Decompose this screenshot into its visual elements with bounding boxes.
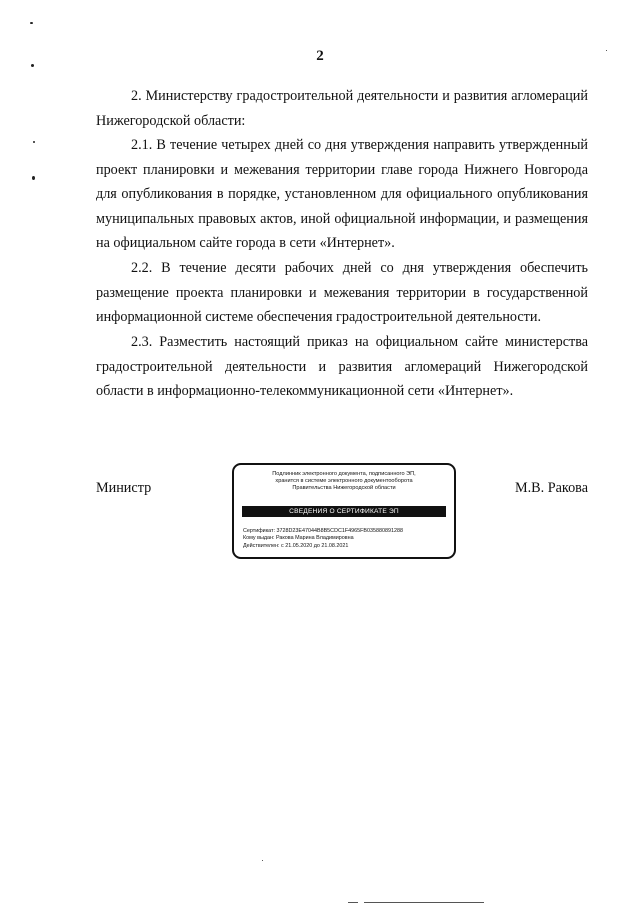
page-number: 2 [316,48,324,64]
stamp-certificate-details [243,528,403,550]
stamp-header-line: Правительства Нижегородской области [292,485,396,492]
signatory-position: Министр [96,480,152,496]
footer-rule [364,902,484,903]
scan-speck [606,50,607,51]
scan-speck [31,64,34,67]
stamp-header-line: хранится в системе электронного документооборота [275,478,413,485]
stamp-title-bar: СВЕДЕНИЯ О СЕРТИФИКАТЕ ЭП [242,506,446,517]
signatory-name: М.В. Ракова [515,480,588,496]
scan-speck [262,860,263,861]
certificate-owner: Кому выдан: Ракова Марина Владимировна [243,535,354,542]
scan-speck [33,141,35,143]
electronic-signature-stamp [232,463,456,559]
footer-rule [348,902,358,903]
certificate-validity: Действителен: с 21.05.2020 до 21.08.2021 [243,542,349,549]
stamp-header-line: Подлинник электронного документа, подписанного ЭП, [272,471,416,477]
paragraph-item-2: 2. Министерству градостроительной деятельности и развития агломераций Нижегородской области: [96,88,588,129]
paragraph-item-2-2: 2.2. В течение десяти рабочих дней со дня утверждения обеспечить размещение проекта планировки и межевания территории в государственной информационной системе обеспечения градостроительной деятельности. [96,260,588,326]
stamp-header [234,471,454,493]
scan-speck [32,176,35,180]
paragraph-item-2-3: 2.3. Разместить настоящий приказ на официальном сайте министерства градостроительной деятельности и развития агломераций Нижегородской области в информационно-телекоммуникационной сети «Интернет». [96,334,588,400]
scan-speck [30,22,33,24]
certificate-number: Сертификат: 3728D23E47044B8B5CDC1F4965FB035880891288 [243,528,403,534]
paragraph-item-2-1: 2.1. В течение четырех дней со дня утверждения направить утвержденный проект планировки и межевания территории главе города Нижнего Новгорода для опубликования в порядке, установленном для официального опубликования муниципальных правовых актов, иной официальной информации, и размещения на официальном сайте города в сети «Интернет». [96,137,588,252]
